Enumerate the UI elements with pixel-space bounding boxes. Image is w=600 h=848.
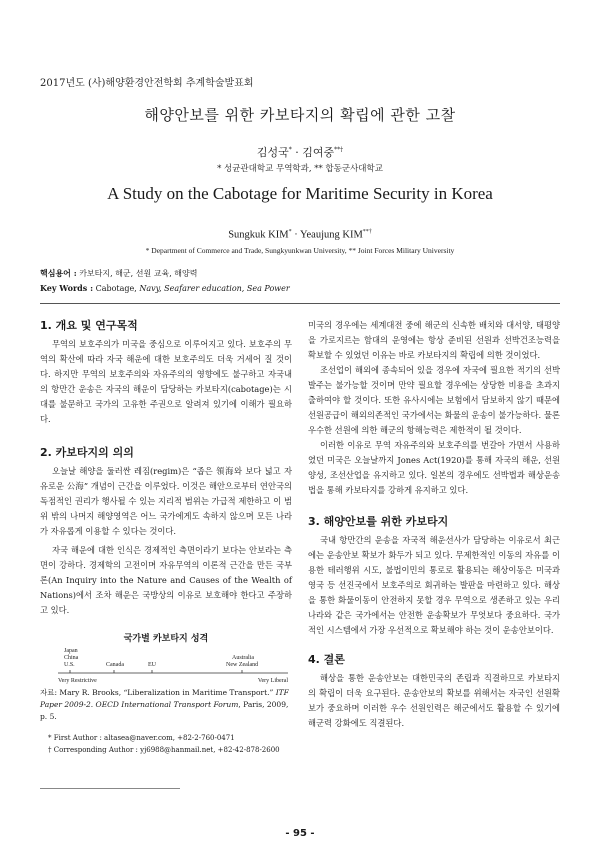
korean-authors	[0, 144, 600, 160]
source-italic: ITF Paper 2009-2. OECD International Transport Forum	[40, 688, 289, 709]
section-2-paragraph-2: 자국 해운에 대한 인식은 경제적인 측면이라기 보다는 안보라는 측면이 강하다. 경제학의 고전이며 자유무역의 이론적 근간을 만든 국부론(An Inquiry into the Nature and Causes of the Wealth of Nations)에서 조차 해운은 국방상의 이유로 보호해야 한다고 주장하고 있다.	[40, 545, 292, 615]
label-new-zealand: New Zealand	[226, 662, 259, 668]
english-title: A Study on the Cabotage for Maritime Security in Korea	[107, 184, 493, 203]
author-separator: ·	[291, 146, 303, 159]
conference-header: 2017년도 (사)해양환경안전학회 추계학술발표회	[40, 78, 254, 89]
header-divider	[40, 303, 560, 304]
keywords-kr-text: 카보타지, 해군, 선원 교육, 해양력	[76, 269, 198, 278]
page-number: - 95 -	[285, 828, 315, 839]
right-paragraph-1: 미국의 경우에는 세계대전 중에 해군의 신속한 배치와 대서양, 태평양을 가로지르는 함대의 운영에는 항상 준비된 선원과 선박건조능력을 확보할 수 있었던 이유는 바로 카보타지의 확립에 의한 것이었다.	[308, 320, 560, 360]
right-paragraph-3: 이러한 이유로 무역 자유주의와 보호주의를 번갈아 가면서 사용하였던 미국은 오늘날까지 Jones Act(1920)를 통해 자국의 해운, 선원양성, 조선산업을 유지하고 있다. 일본의 경우에도 선박법과 해상운송법을 통해 카보타지를 강하게 유지하고 있다.	[308, 440, 560, 495]
cabotage-spectrum-figure	[56, 645, 292, 687]
keywords-english	[40, 283, 290, 293]
section-3-heading: 3. 해양안보를 위한 카보타지	[308, 515, 449, 528]
axis-left-end: Very Restrictive	[58, 678, 97, 684]
author-2-en-mark: **†	[362, 229, 372, 235]
label-australia: Australia	[232, 655, 254, 661]
english-affiliation: * Department of Commerce and Trade, Sungkyunkwan University, ** Joint Forces Military University	[145, 246, 455, 255]
keywords-en-text: Cabotage,	[93, 284, 140, 293]
left-column	[40, 318, 292, 618]
korean-title: 해양안보를 위한 카보타지의 확립에 관한 고찰	[144, 106, 456, 124]
section-1-paragraph: 무역의 보호주의가 미국을 중심으로 이루어지고 있다. 보호주의 무역의 확산에 따라 자국 해운에 대한 보호주의도 더욱 거세어 질 것이다. 하지만 무역의 보호주의와 자유주의의 영향에도 불구하고 자국내의 항만간 운송은 자국의 해운이 담당하는 카보타지(cabotage)는 시대를 불문하고 국가의 고유한 주권으로 알려져 있기에 이해가 필요하다.	[40, 339, 292, 424]
english-authors	[0, 229, 600, 241]
label-eu: EU	[148, 662, 156, 668]
right-column	[308, 318, 560, 731]
author-1-kr: 김성국	[256, 146, 289, 159]
keywords-kr-label: 핵심용어 :	[40, 268, 77, 278]
author-2-en: Yeaujung KIM	[299, 229, 363, 241]
footnote-first-author: * First Author : altasea@naver.com, +82-2-760-0471	[48, 734, 235, 742]
section-4-paragraph: 해상을 통한 운송안보는 대한민국의 존립과 직결하므로 카보타지의 확립이 더욱 요구된다. 운송안보의 확보를 위해서는 자국인 선원확보가 중요하며 이러한 우수 선원인력은 해군에서도 활용할 수 있기에 해군력 강화에도 직결된다.	[308, 673, 560, 728]
keywords-en-italic: Navy, Seafarer education, Sea Power	[139, 284, 290, 293]
section-4-heading: 4. 결론	[308, 653, 345, 666]
label-canada: Canada	[106, 662, 124, 668]
section-3-paragraph: 국내 항만간의 운송을 자국적 해운선사가 담당하는 이유로서 최근에는 운송안보 확보가 화두가 되고 있다. 무제한적인 이동의 자유를 이용한 테러행위 시도, 불법이민의 통로로 활용되는 해상이동은 미국과 영국 등 선진국에서 보호주의로 회귀하는 발판을 마련하고 있다. 해상을 통한 화물이동이 안전하지 못할 경우 무역으로 생존하고 있는 우리나라와 같은 국가에서는 안전한 운송확보가 무엇보다 중요하다. 국가적인 시스템에서 가장 우선적으로 확보해야 하는 것이 운송안보이다.	[308, 535, 560, 635]
keywords-en-label: Key Words :	[40, 283, 94, 293]
author-en-separator: ·	[291, 229, 300, 241]
section-1-heading: 1. 개요 및 연구목적	[40, 319, 138, 332]
figure-title: 국가별 카보타지 성격	[123, 634, 209, 644]
section-2-heading: 2. 카보타지의 의의	[40, 446, 134, 459]
source-tail: , Paris, 2009, p. 5.	[40, 700, 289, 721]
korean-affiliation: * 성균관대학교 무역학과, ** 합동군사대학교	[217, 164, 383, 174]
author-1-mark: *	[288, 146, 292, 154]
axis-right-end: Very Liberal	[257, 678, 288, 684]
footnote-divider	[40, 788, 180, 789]
source-text: 자료: Mary R. Brooks, “Liberalization in Maritime Transport.”	[40, 688, 274, 697]
label-china: China	[64, 655, 79, 661]
author-2-kr: 김여중	[302, 146, 335, 159]
label-japan: Japan	[64, 648, 78, 654]
footnote-corresponding-author: † Corresponding Author : yj6988@hanmail.net, +82-42-878-2600	[48, 746, 280, 754]
section-2-paragraph-1: 오늘날 해양을 둘러싼 레짐(regim)은 “좁은 領海와 보다 넓고 자유로운 公海” 개념이 근간을 이루었다. 이것은 해안으로부터 연안국의 독점적인 권리가 행사될 수 있는 지리적 범위는 가급적 제한하고 이 범위 밖의 나머지 해양영역은 어느 국가에게도 속하지 않으며 모든 나라가 자유롭게 이용할 수 있다는 것이다.	[40, 466, 292, 536]
figure-source	[40, 687, 292, 723]
author-2-mark: **†	[334, 146, 344, 154]
keywords-korean	[40, 268, 197, 279]
author-1-en-mark: *	[288, 229, 292, 235]
label-us: U.S.	[64, 662, 75, 668]
right-paragraph-2: 조선업이 해외에 종속되어 있을 경우에 자국에 필요한 적기의 선박발주는 불가능할 것이며 만약 필요할 경우에는 상당한 비용을 초과지출하여야 할 것이다. 또한 유사시에는 보험에서 담보하지 않기 때문에 선원공급이 해외의존적인 국가에서는 화물의 운송이 불가능하다. 물론 우수한 선원에 의한 해군의 항해능력은 제한적이 될 것이다.	[308, 365, 560, 435]
author-1-en: Sungkuk KIM	[228, 229, 289, 241]
